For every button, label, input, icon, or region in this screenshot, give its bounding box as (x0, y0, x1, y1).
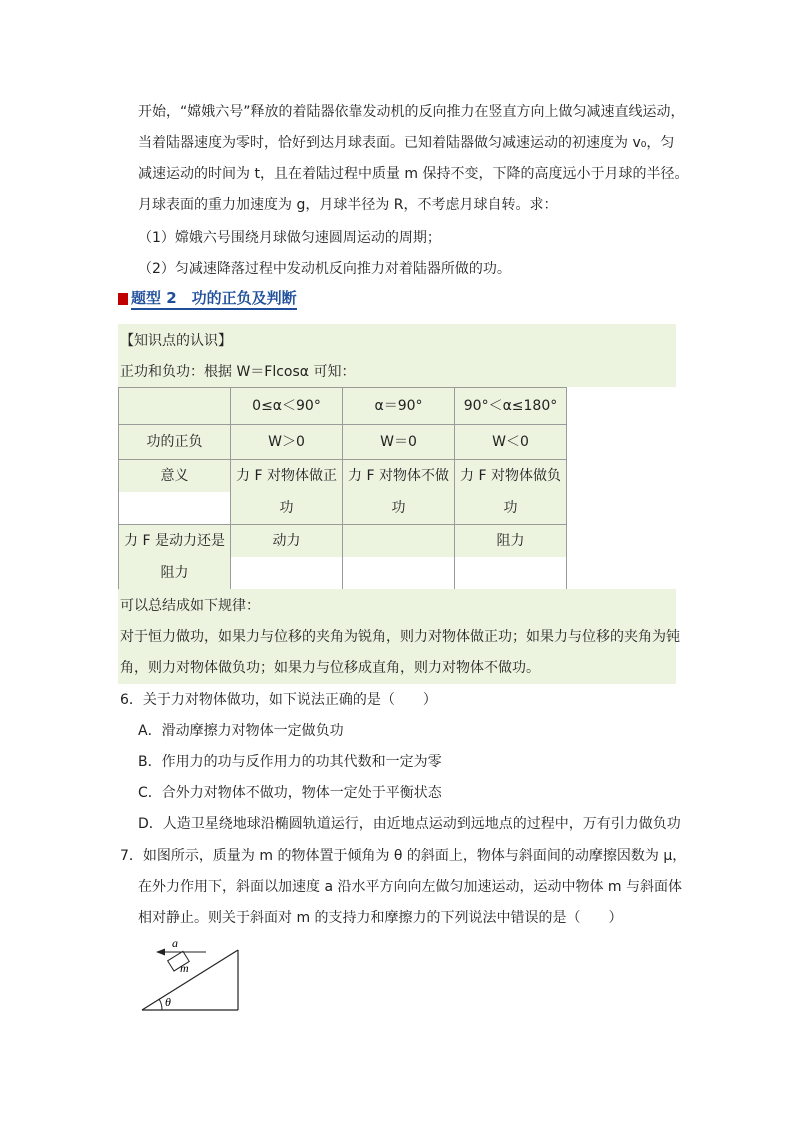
question-7-line-1: 7．如图所示，质量为 m 的物体置于倾角为 θ 的斜面上，物体与斜面间的动摩擦因数为 μ， (120, 848, 687, 864)
table-cell: W＝0 (343, 425, 455, 460)
table-header-row (119, 388, 567, 425)
table-cell-text (343, 525, 454, 557)
question-7-line-2: 在外力作用下，斜面以加速度 a 沿水平方向向左做匀加速运动，运动中物体 m 与斜面体 (138, 879, 683, 895)
table-corner-cell (119, 388, 231, 425)
question-6-option-b: B．作用力的功与反作用力的功其代数和一定为零 (138, 754, 442, 770)
table-cell-line: 力 F 对物体不做 (348, 468, 449, 484)
table-cell-line: 力 F 是动力还是 (124, 533, 225, 549)
intro-line-2: 当着陆器速度为零时，恰好到达月球表面。已知着陆器做匀减速运动的初速度为 v₀，匀 (138, 135, 675, 151)
summary-line-2: 角，则力对物体做负功；如果力与位移成直角，则力对物体不做功。 (120, 660, 540, 676)
knowledge-formula-line: 正功和负功：根据 W＝Flcosα 可知： (120, 364, 356, 380)
question-6-option-c: C．合外力对物体不做功，物体一定处于平衡状态 (138, 785, 442, 801)
table-cell-text: 阻力 (455, 525, 566, 557)
table-cell (343, 460, 455, 525)
table-header-obtuse: 90°＜α≤180° (455, 388, 567, 425)
table-cell-line: 力 F 对物体做正 (236, 468, 337, 484)
table-cell (455, 460, 567, 525)
table-cell-line: 功 (279, 500, 294, 516)
table-cell-line: 功 (391, 500, 406, 516)
table-row-label-text: 意义 (119, 460, 230, 492)
intro-line-4: 月球表面的重力加速度为 g，月球半径为 R，不考虑月球自转。求： (138, 197, 558, 213)
table-row (119, 460, 567, 525)
knowledge-label: 【知识点的认识】 (120, 333, 232, 349)
table-cell (231, 525, 343, 590)
question-6-option-d: D．人造卫星绕地球沿椭圆轨道运行，由近地点运动到远地点的过程中，万有引力做负功 (138, 816, 681, 832)
section-marker-icon (118, 293, 128, 305)
table-row (119, 425, 567, 460)
summary-label: 可以总结成如下规律： (120, 598, 260, 614)
intro-line-3: 减速运动的时间为 t，且在着陆过程中质量 m 保持不变，下降的高度远小于月球的半径。 (138, 166, 689, 182)
accel-arrow-icon (156, 949, 165, 956)
summary-line-1: 对于恒力做功，如果力与位移的夹角为锐角，则力对物体做正功；如果力与位移的夹角为钝 (120, 629, 680, 645)
table-header-right: α＝90° (343, 388, 455, 425)
angle-arc (159, 999, 162, 1010)
section-heading (118, 288, 297, 310)
section-title: 题型 2 功的正负及判断 (131, 289, 297, 310)
accel-label: a (172, 936, 178, 950)
incline-figure (138, 932, 248, 1012)
table-cell (455, 525, 567, 590)
mass-label: m (180, 961, 189, 975)
table-row-label: 功的正负 (119, 425, 231, 460)
angle-label: θ (165, 995, 171, 1009)
question-6-option-a: A．滑动摩擦力对物体一定做负功 (138, 723, 344, 739)
table-cell: W＞0 (231, 425, 343, 460)
intro-question-2: （2）匀减速降落过程中发动机反向推力对着陆器所做的功。 (138, 261, 511, 277)
incline-slope (142, 950, 238, 1010)
table-row-label (119, 460, 231, 525)
intro-question-1: （1）嫦娥六号围绕月球做匀速圆周运动的周期； (138, 230, 441, 246)
table-row (119, 525, 567, 590)
table-cell (343, 525, 455, 590)
table-cell: W＜0 (455, 425, 567, 460)
work-sign-table (118, 387, 567, 590)
table-header-acute: 0≤α＜90° (231, 388, 343, 425)
question-7-line-3: 相对静止。则关于斜面对 m 的支持力和摩擦力的下列说法中错误的是（ ） (138, 910, 623, 926)
table-cell-line: 阻力 (160, 565, 189, 581)
table-cell-text: 动力 (231, 525, 342, 557)
table-row-label (119, 525, 231, 590)
table-cell-line: 力 F 对物体做负 (460, 468, 561, 484)
question-6-stem: 6．关于力对物体做功，如下说法正确的是（ ） (120, 692, 437, 708)
table-cell (231, 460, 343, 525)
table-cell-line: 功 (503, 500, 518, 516)
intro-line-1: 开始，“嫦娥六号”释放的着陆器依靠发动机的反向推力在竖直方向上做匀减速直线运动， (138, 104, 685, 120)
